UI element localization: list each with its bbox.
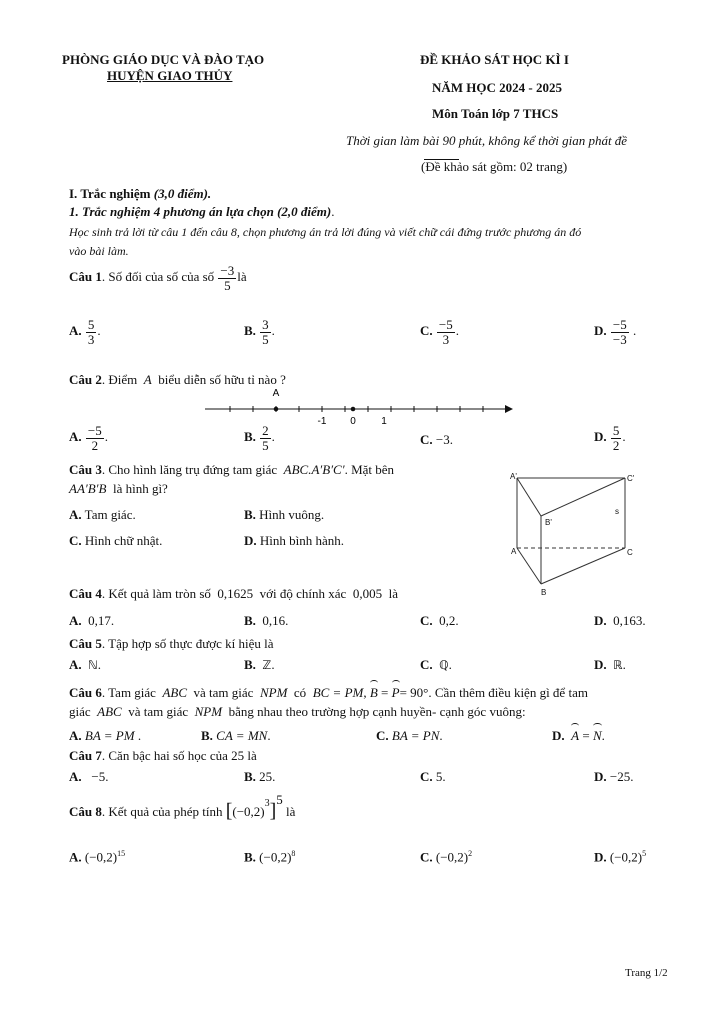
subject: Môn Toán lớp 7 THCS xyxy=(432,106,559,121)
dept-name: PHÒNG GIÁO DỤC VÀ ĐÀO TẠO xyxy=(62,52,265,67)
q8-a-exp: 15 xyxy=(117,849,126,858)
q7-option-b[interactable]: B. 25. xyxy=(244,769,276,784)
q5-b-label: B. xyxy=(244,657,256,672)
q3-option-c[interactable] xyxy=(69,533,162,549)
q8-option-c[interactable] xyxy=(420,849,472,865)
q1-c-frac xyxy=(437,318,455,346)
q5-d-value: ℝ xyxy=(613,658,623,672)
q5-a-value: ℕ xyxy=(88,658,98,672)
q6-line2-e: bằng nhau theo trường hợp cạnh huyền- cạnh góc vuông: xyxy=(228,704,526,719)
q6-label: Câu 6 xyxy=(69,685,102,700)
q1-option-d[interactable]: D. $\frac{-5}{-3}$ . xyxy=(594,317,637,347)
q8-d-base: (−0,2) xyxy=(609,849,643,865)
q7-text: . Căn bậc hai số học của 25 là xyxy=(101,748,257,763)
q2-b-num: 2 xyxy=(262,423,269,438)
q8-tail: là xyxy=(286,803,296,819)
q1-fraction xyxy=(218,264,236,292)
q6-tail: . Cần thêm điều kiện gì để tam xyxy=(428,685,588,700)
q8-c-label: C. xyxy=(420,849,433,865)
district-name: HUYỆN GIAO THỦY xyxy=(107,68,233,83)
q4-mid: với độ chính xác xyxy=(259,586,347,601)
q1-d-label: D. xyxy=(594,323,607,339)
q2-label: Câu 2 xyxy=(69,372,102,387)
q2-d-num: 5 xyxy=(612,423,620,438)
q2-d-label: D. xyxy=(594,429,607,445)
q6-c-label: C. xyxy=(376,728,389,743)
subsection-title xyxy=(69,204,334,220)
q3-option-a[interactable] xyxy=(69,507,136,523)
q2-b-den: 5 xyxy=(262,437,269,453)
q1-option-c[interactable]: C. $\frac{-5}{3}$ . xyxy=(420,317,459,347)
q3-d-text: Hình bình hành. xyxy=(259,533,345,548)
question-8 xyxy=(69,791,296,823)
q1-c-den: 3 xyxy=(442,331,450,347)
q7-c-value: 5 xyxy=(435,769,443,784)
q6-option-c[interactable]: C. BA = PN. xyxy=(376,728,443,743)
edge-s-label: s xyxy=(615,507,619,516)
q8-option-a[interactable] xyxy=(69,849,125,865)
q6-d-angle-n: N xyxy=(592,728,602,743)
q6-option-d[interactable]: D. A = N. xyxy=(552,728,605,743)
q2-tail: biểu diễn số hữu tỉ nào ? xyxy=(158,372,286,387)
q8-outer-power: 5 xyxy=(276,791,283,807)
q4-option-b[interactable]: B. 0,16. xyxy=(244,613,289,628)
q4-a-value: 0,17 xyxy=(88,613,111,628)
q8-option-d[interactable] xyxy=(594,849,646,865)
q6-condition: BC = PM xyxy=(312,685,364,700)
q6-text: . Tam giác xyxy=(101,685,156,700)
q6-a-label: A. xyxy=(69,728,82,743)
q8-left-bracket: [ xyxy=(225,800,233,822)
school-year: NĂM HỌC 2024 - 2025 xyxy=(432,80,562,95)
q8-option-b[interactable] xyxy=(244,849,295,865)
q4-option-a[interactable]: A. 0,17. xyxy=(69,613,115,628)
q8-b-exp: 8 xyxy=(291,849,296,858)
q7-option-c[interactable]: C. 5. xyxy=(420,769,446,784)
q4-number: 0,1625 xyxy=(217,586,254,601)
q8-b-base: (−0,2) xyxy=(259,849,292,865)
q5-a-label: A. xyxy=(69,657,82,672)
q5-b-value: ℤ xyxy=(262,658,272,672)
q5-option-d[interactable]: D. ℝ. xyxy=(594,657,626,672)
tick-label-1: 1 xyxy=(381,416,387,427)
subsection-dot: . xyxy=(331,204,335,219)
q4-c-label: C. xyxy=(420,613,433,628)
origin-marker xyxy=(351,407,356,412)
q2-option-b[interactable]: B. $\frac{2}{5}$ . xyxy=(244,423,275,453)
q6-option-b[interactable]: B. CA = MN. xyxy=(201,728,271,743)
vertex-c-label: C xyxy=(627,548,633,557)
q4-d-value: 0,163 xyxy=(613,613,643,628)
q4-accuracy: 0,005 xyxy=(352,586,383,601)
q5-text: . Tập hợp số thực được kí hiệu là xyxy=(101,636,274,651)
vertex-c1-label: C' xyxy=(627,474,635,483)
q2-d-den: 2 xyxy=(612,437,620,453)
q1-a-label: A. xyxy=(69,323,82,339)
q1-label: Câu 1 xyxy=(69,269,102,285)
vertex-b-label: B xyxy=(541,588,547,597)
q6-line2-d: NPM xyxy=(194,704,223,719)
exam-title: ĐỀ KHẢO SÁT HỌC KÌ I xyxy=(420,52,569,67)
q5-c-label: C. xyxy=(420,657,433,672)
q1-a-num: 5 xyxy=(87,317,95,332)
q1-b-den: 5 xyxy=(262,331,269,347)
q2-option-a[interactable]: A. $\frac{-5}{2}$ . xyxy=(69,423,108,453)
instruction-line-1: Học sinh trả lời từ câu 1 đến câu 8, chọn phương án trả lời đúng và viết chữ cái đứng trước phương án đó xyxy=(69,225,582,239)
q4-text: . Kết quả làm tròn số xyxy=(101,586,211,601)
vertex-b1-label: B' xyxy=(545,518,552,527)
q8-a-base: (−0,2) xyxy=(84,849,118,865)
q7-option-d[interactable]: D. −25. xyxy=(594,769,634,784)
q5-option-b[interactable]: B. ℤ. xyxy=(244,657,275,672)
q8-c-exp: 2 xyxy=(468,849,473,858)
q2-b-frac xyxy=(260,424,271,452)
q4-tail: là xyxy=(388,586,398,601)
q1-tail: là xyxy=(237,269,247,285)
q6-and: và tam giác xyxy=(193,685,254,700)
q2-a-den: 2 xyxy=(91,437,99,453)
q1-den: 5 xyxy=(224,277,231,293)
q4-b-label: B. xyxy=(244,613,256,628)
q2-option-c[interactable]: C. −3. xyxy=(420,432,453,447)
q8-label: Câu 8 xyxy=(69,803,102,819)
subsection-text: 1. Trắc nghiệm 4 phương án lựa chọn (2,0 điểm) xyxy=(69,204,332,219)
prism-edges xyxy=(517,478,625,584)
q6-co: có xyxy=(293,685,307,700)
q6-right-angle: = 90° xyxy=(399,685,429,700)
prism-figure xyxy=(505,468,645,598)
q1-d-num: −5 xyxy=(612,317,627,332)
page-number: Trang 1/2 xyxy=(625,967,668,979)
tick-label-minus-1: -1 xyxy=(317,416,327,427)
question-3 xyxy=(69,462,394,478)
instruction-line-2: vào bài làm. xyxy=(69,244,129,258)
q3-a-text: Tam giác. xyxy=(84,507,136,522)
question-6-line-2 xyxy=(69,704,526,720)
q1-b-label: B. xyxy=(244,323,256,339)
q2-b-label: B. xyxy=(244,429,256,445)
q5-option-a[interactable]: A. ℕ. xyxy=(69,657,101,672)
q2-option-d[interactable]: D. $\frac{5}{2}$ . xyxy=(594,423,626,453)
q1-a-frac xyxy=(86,318,97,346)
q3-line2-text: là hình gì? xyxy=(112,481,168,496)
q6-b-label: B. xyxy=(201,728,213,743)
question-1 xyxy=(69,264,247,292)
q3-d-label: D. xyxy=(244,533,257,548)
q6-angle-p: P xyxy=(391,685,400,700)
q6-d-angle-a: A xyxy=(571,728,580,743)
q5-option-c[interactable]: C. ℚ. xyxy=(420,657,452,672)
q6-c-value: BA = PN xyxy=(391,728,440,743)
q4-c-value: 0,2 xyxy=(439,613,456,628)
q8-c-base: (−0,2) xyxy=(435,849,469,865)
q2-a-label: A. xyxy=(69,429,82,445)
question-4 xyxy=(69,586,398,602)
q5-label: Câu 5 xyxy=(69,636,102,651)
q3-label: Câu 3 xyxy=(69,462,102,477)
q3-tail: . Mặt bên xyxy=(344,462,395,477)
q4-label: Câu 4 xyxy=(69,586,102,601)
point-a-marker xyxy=(274,407,279,412)
vertex-a1-label: A' xyxy=(510,472,517,481)
q6-option-a[interactable]: A. BA = PM . xyxy=(69,728,142,743)
q4-option-d[interactable]: D. 0,163. xyxy=(594,613,646,628)
section-title-text: I. Trắc nghiệm xyxy=(69,186,151,201)
q7-b-value: 25 xyxy=(259,769,273,784)
page-count-note: (Đề khảo sát gồm: 02 trang) xyxy=(421,159,568,174)
q6-d-label: D. xyxy=(552,728,565,743)
q6-d-eq: = xyxy=(582,728,590,743)
point-a-label: A xyxy=(272,388,280,399)
q1-d-frac xyxy=(611,318,629,346)
tick-label-0: 0 xyxy=(350,416,356,427)
q2-a-num: −5 xyxy=(87,423,102,438)
question-5 xyxy=(69,636,274,652)
q7-label: Câu 7 xyxy=(69,748,102,763)
q8-base: (−0,2) xyxy=(232,803,265,819)
q6-b-value: CA = MN xyxy=(216,728,268,743)
q8-inner-power: 3 xyxy=(264,798,270,809)
q4-b-value: 0,16 xyxy=(262,613,286,628)
q6-a-value: BA = PM xyxy=(84,728,135,743)
q1-option-a[interactable]: A. $\frac{5}{3}$ . xyxy=(69,317,101,347)
q7-d-value: −25 xyxy=(609,769,631,784)
q2-c-label: C. xyxy=(420,432,433,447)
section-title xyxy=(69,186,211,202)
q7-d-label: D. xyxy=(594,769,607,784)
q6-angle-b: B xyxy=(369,685,378,700)
q1-c-label: C. xyxy=(420,323,433,339)
q3-b-text: Hình vuông. xyxy=(259,507,325,522)
q7-a-label: A. xyxy=(69,769,82,784)
q6-triangle-1: ABC xyxy=(162,685,188,700)
number-line xyxy=(200,384,520,428)
q7-c-label: C. xyxy=(420,769,433,784)
q6-line2-c: và tam giác xyxy=(128,704,189,719)
q8-a-label: A. xyxy=(69,849,82,865)
q8-d-exp: 5 xyxy=(642,849,647,858)
section-points: (3,0 điểm). xyxy=(153,186,212,201)
q1-d-den: −3 xyxy=(612,331,627,347)
q8-d-label: D. xyxy=(594,849,607,865)
q1-b-frac xyxy=(260,318,271,346)
q5-d-label: D. xyxy=(594,657,607,672)
q8-b-label: B. xyxy=(244,849,256,865)
q2-a-frac xyxy=(86,424,104,452)
exam-duration: Thời gian làm bài 90 phút, không kể thời gian phát đề xyxy=(346,133,628,148)
q4-a-label: A. xyxy=(69,613,82,628)
q4-d-label: D. xyxy=(594,613,607,628)
vertex-a-label: A xyxy=(511,547,517,556)
q3-b-label: B. xyxy=(244,507,256,522)
q8-text: . Kết quả của phép tính xyxy=(101,803,223,819)
q5-c-value: ℚ xyxy=(439,658,449,672)
q3-c-label: C. xyxy=(69,533,82,548)
q3-option-d[interactable] xyxy=(244,533,344,549)
q1-a-den: 3 xyxy=(87,331,95,347)
q3-option-b[interactable] xyxy=(244,507,324,523)
number-line-arrow xyxy=(505,405,513,413)
q1-b-num: 3 xyxy=(262,317,269,332)
q6-triangle-2: NPM xyxy=(259,685,288,700)
q1-c-num: −5 xyxy=(438,317,453,332)
q1-text: . Số đối của số của số xyxy=(101,269,215,285)
q2-d-frac xyxy=(611,424,622,452)
q3-face: AA′B′B xyxy=(69,481,107,496)
q7-a-value: −5 xyxy=(91,769,106,784)
q1-num: −3 xyxy=(220,263,235,278)
question-3-line-2 xyxy=(69,481,168,497)
question-7 xyxy=(69,748,257,764)
q1-option-b[interactable]: B. $\frac{3}{5}$ . xyxy=(244,317,275,347)
q2-var: A xyxy=(143,372,152,387)
q4-option-c[interactable]: C. 0,2. xyxy=(420,613,459,628)
q2-c-value: −3 xyxy=(435,432,450,447)
q6-line2-b: ABC xyxy=(97,704,122,719)
q3-a-label: A. xyxy=(69,507,82,522)
q3-c-text: Hình chữ nhật. xyxy=(84,533,163,548)
question-6: Câu 6. Tam giác ABC và tam giác NPM có BC = PM, B = P= 90°. Cần thêm điều kiện gì để tam xyxy=(69,685,588,700)
q7-b-label: B. xyxy=(244,769,256,784)
q3-expr: ABC.A′B′C′ xyxy=(283,462,345,477)
q7-option-a[interactable]: A. −5. xyxy=(69,769,109,784)
q3-text: . Cho hình lăng trụ đứng tam giác xyxy=(101,462,278,477)
q6-line2-a: giác xyxy=(69,704,91,719)
q2-text: . Điểm xyxy=(101,372,138,387)
q8-right-bracket: ] xyxy=(269,800,277,822)
